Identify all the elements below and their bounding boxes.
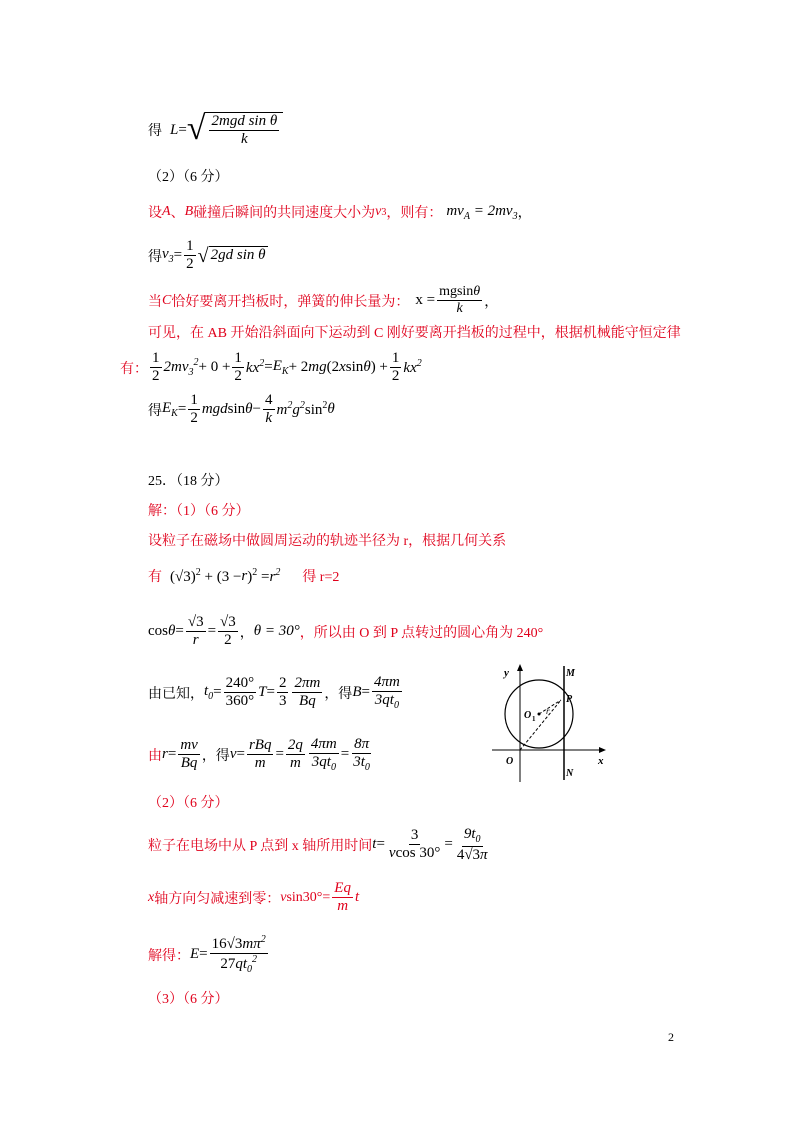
cos-theta-equation: cos θ = $\frac{√3}{r}$ = $\frac{√3}{2}$ ， θ = 30° ，所以由 O 到 P 点转过的圆心角为 240° xyxy=(148,614,544,649)
collision-statement: 设 A 、 B 碰撞后瞬间的共同速度大小为 v 3 ，则有： $mv_A = 2mv_3$ ， xyxy=(148,202,532,222)
velocity-equation: 由 r = $\frac{mv}{Bq}$ ，得 v = $\frac{\text{rBq}}{m}$ = $\frac{2q}{m}$ $\frac{4\pi m}{3qt_0}$ = $\frac{8\pi}{3t_0}$ xyxy=(148,736,370,774)
label-n: N xyxy=(566,768,574,779)
question-25-heading: 25．（18 分） xyxy=(148,474,229,489)
time-in-field: 粒子在电场中从 P 点到 x 轴所用时间 t = $\frac{3}{vcos 30^\circ}$ = $\frac{9t_0}{4√3\pi}$ xyxy=(148,826,488,863)
sqrt-expression: √ $\frac{\text{2mgd sin θ}}{k}$ xyxy=(187,112,283,149)
label-o1: O xyxy=(524,710,532,721)
part-2-heading-b: （2）（6 分） xyxy=(148,796,229,811)
formula-EK: 得 $E_K$ = $\frac{1}{2}$ mgd sin θ − $\frac{4}{k}$ $m^2g^2$ $\sin^2$ θ xyxy=(148,392,335,427)
result-E: 解得： E = $\frac{16√3m\pi^2}{27qt_0^2}$ xyxy=(148,934,266,976)
geometry-equation: 有 $(√3)^2 + (3$ − r )$^2$ = $r^2$ 得 r=2 xyxy=(148,566,340,585)
solution-part-1: 解：（1）（6 分） xyxy=(148,504,250,519)
circle-diagram xyxy=(490,662,610,784)
page-number: 2 xyxy=(668,1030,674,1044)
deceleration-equation: x 轴方向匀减速到零： v sin30°= $\frac{Eq}{m}$ t xyxy=(148,880,360,915)
label-p: P xyxy=(566,694,573,705)
energy-conservation-text: 可见，在 AB 开始沿斜面向下运动到 C 刚好要离开挡板的过程中，根据机械能守恒定律 xyxy=(148,326,681,341)
time-equation: 由已知， $t_0$ = $\frac{240^\circ}{360^\circ}$ T = $\frac{2}{3}$ $\frac{2\pi m}{Bq}$ ，得 B = $\frac{4\pi m}{3qt_0}$ xyxy=(148,674,400,712)
part-2-heading: （2）（6 分） xyxy=(148,170,229,185)
label-r: r xyxy=(546,706,550,716)
text-de: 得 xyxy=(148,124,162,140)
part-3-heading: （3）（6 分） xyxy=(148,992,229,1007)
formula-L: 得 L = √ $\frac{\text{2mgd sin θ}}{k}$ xyxy=(148,112,283,149)
label-m: M xyxy=(566,668,575,679)
label-x: x xyxy=(598,755,604,767)
label-y: y xyxy=(504,667,509,679)
label-o1-sub: 1 xyxy=(532,715,536,723)
energy-equation: 有： $\frac{1}{2}$ $2mv_3^2$ + 0 + $\frac{1}{2}$ $kx^2$ = $E_K$ + 2 mg (2 x sin θ ) + $\frac{1}{2}$ $kx^2$ xyxy=(120,350,422,385)
label-o: O xyxy=(506,756,514,767)
formula-v3: 得 $v_3$ = $\frac{1}{2}$ √ 2gd sin θ xyxy=(148,238,266,273)
radius-statement: 设粒子在磁场中做圆周运动的轨迹半径为 r，根据几何关系 xyxy=(148,534,507,549)
magnetic-field-figure xyxy=(490,662,610,789)
spring-extension: 当 C 恰好要离开挡板时，弹簧的伸长量为： x = $\frac{mgsin\theta}{k}$ ， xyxy=(148,284,499,317)
